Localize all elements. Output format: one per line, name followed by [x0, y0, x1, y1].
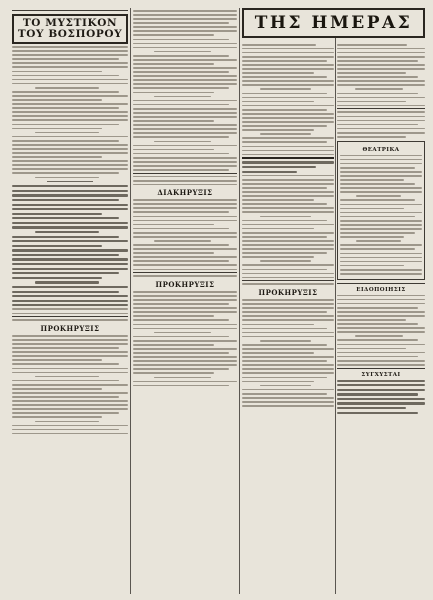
- notice-heading: ΣΥΓΧΥΣΤΑΙ: [361, 371, 401, 378]
- news-column-heading: [337, 44, 425, 46]
- divider: [12, 316, 128, 317]
- column-rule: [335, 8, 336, 594]
- notice-heading: ΠΡΟΚΗΡΥΞΙΣ: [40, 323, 100, 333]
- theatre-text: [340, 155, 422, 275]
- notice-caption: [133, 176, 237, 182]
- notice-number: [242, 283, 334, 285]
- notice-signature: [12, 308, 128, 314]
- news-column-heading: [242, 44, 334, 46]
- theatre-section: [337, 141, 425, 280]
- serial-continuation-text: [133, 10, 237, 171]
- news-text: [337, 111, 425, 137]
- column-3: [242, 42, 334, 594]
- divider: [242, 157, 334, 159]
- serial-title-line-2: ΤΟΥ ΒΟΣΠΟΡΟΥ: [17, 28, 123, 41]
- divider: [337, 283, 425, 284]
- theatre-heading: ΘΕΑΤΡΙΚΑ: [362, 146, 400, 153]
- notice-heading: ΔΙΑΚΗΡΥΞΙΣ: [157, 188, 213, 198]
- divider: [133, 173, 237, 174]
- notice-text: [133, 199, 237, 270]
- column-1: [12, 8, 128, 594]
- serial-title-line-1: ΤΟ ΜΥΣΤΙΚΟΝ: [22, 17, 118, 29]
- notice-number: [12, 319, 128, 321]
- divider: [337, 368, 425, 369]
- divider: [337, 108, 425, 109]
- banner-title: ΤΗΣ ΗΜΕΡΑΣ: [254, 13, 413, 33]
- column-4: [337, 42, 425, 594]
- notice-text: [337, 295, 425, 366]
- notice-text: [133, 291, 237, 386]
- divider: [47, 181, 93, 182]
- notice-text: [242, 299, 334, 407]
- news-text: [337, 48, 425, 107]
- notice-heading: ΠΡΟΚΗΡΥΞΙΣ: [155, 279, 215, 289]
- column-rule: [239, 8, 240, 594]
- divider: [133, 272, 237, 273]
- serial-text: [12, 46, 128, 178]
- divider: [242, 280, 334, 281]
- divider: [12, 10, 128, 11]
- bold-notice-text: [12, 185, 128, 306]
- notice-text: [242, 175, 334, 279]
- column-rule: [130, 8, 131, 594]
- orphanage-notice-heading: [242, 161, 334, 172]
- masthead-banner: [242, 8, 425, 38]
- notice-number: [133, 275, 237, 277]
- notice-text: [12, 335, 128, 435]
- news-text: [242, 48, 334, 156]
- serial-title-box: [12, 14, 128, 44]
- notice-heading: ΠΡΟΚΗΡΥΞΙΣ: [258, 288, 318, 298]
- notice-text: [337, 380, 425, 414]
- notice-heading: ΕΙΔΟΠΟΙΗΣΙΣ: [356, 286, 406, 293]
- column-2: [133, 8, 237, 594]
- notice-number: [133, 184, 237, 186]
